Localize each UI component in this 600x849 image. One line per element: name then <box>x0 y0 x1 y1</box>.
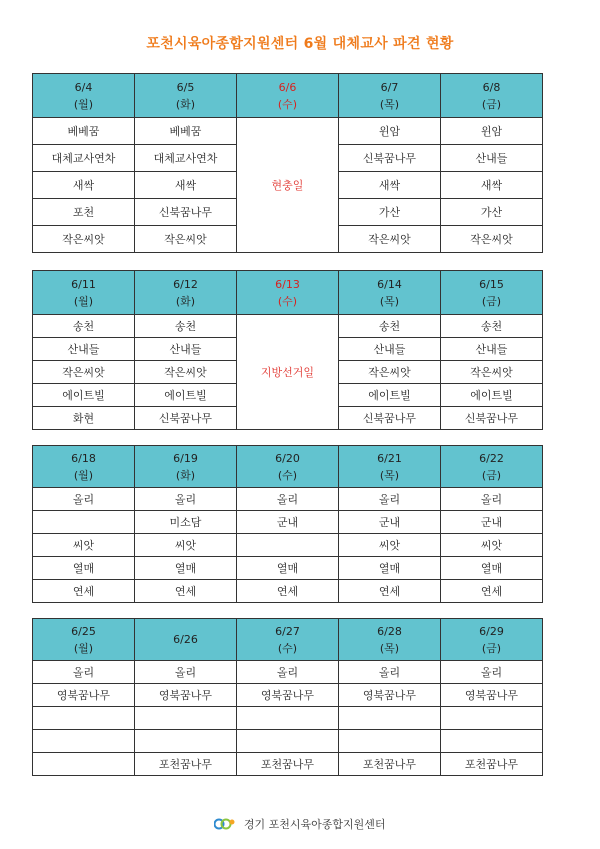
day-header <box>441 619 543 661</box>
assignment-cell <box>237 707 339 730</box>
assignment-cell: 가산 <box>339 199 441 226</box>
weekday-label: (화) <box>175 294 196 308</box>
assignment-cell: 연세 <box>135 580 237 603</box>
day-header <box>135 619 237 661</box>
assignment-cell: 화현 <box>33 407 135 430</box>
assignment-cell: 대체교사연차 <box>135 145 237 172</box>
date-label: 6/28 <box>377 624 402 638</box>
assignment-cell <box>339 730 441 753</box>
assignment-cell: 올리 <box>441 661 543 684</box>
weekday-label: (화) <box>175 97 196 111</box>
assignment-cell: 씨앗 <box>339 534 441 557</box>
week-table <box>32 618 543 776</box>
weekday-label: (목) <box>379 468 400 482</box>
assignment-cell: 올리 <box>339 661 441 684</box>
date-label: 6/21 <box>377 451 402 465</box>
assignment-cell: 포천꿈나무 <box>237 753 339 776</box>
table-row <box>33 684 543 707</box>
assignment-cell: 에이트빌 <box>33 384 135 407</box>
assignment-cell: 베베꿈 <box>33 118 135 145</box>
assignment-cell <box>339 707 441 730</box>
assignment-cell: 작은씨앗 <box>135 361 237 384</box>
assignment-cell: 군내 <box>339 511 441 534</box>
date-label: 6/11 <box>71 277 96 291</box>
assignment-cell: 산내들 <box>135 338 237 361</box>
assignment-cell: 올리 <box>441 488 543 511</box>
assignment-cell: 작은씨앗 <box>33 361 135 384</box>
assignment-cell: 에이트빌 <box>441 384 543 407</box>
assignment-cell: 신북꿈나무 <box>135 199 237 226</box>
assignment-cell <box>441 707 543 730</box>
assignment-cell: 대체교사연차 <box>33 145 135 172</box>
assignment-cell: 올리 <box>339 488 441 511</box>
date-label: 6/7 <box>380 80 399 94</box>
day-header <box>33 619 135 661</box>
table-row <box>33 730 543 753</box>
assignment-cell: 군내 <box>441 511 543 534</box>
weekday-label: (금) <box>481 294 502 308</box>
day-header <box>339 446 441 488</box>
assignment-cell: 올리 <box>33 661 135 684</box>
assignment-cell: 올리 <box>135 661 237 684</box>
assignment-cell: 새싹 <box>33 172 135 199</box>
table-row <box>33 580 543 603</box>
assignment-cell: 올리 <box>237 661 339 684</box>
center-logo-icon <box>214 817 236 831</box>
assignment-cell <box>237 534 339 557</box>
day-header <box>33 74 135 118</box>
table-row <box>33 511 543 534</box>
weekday-label: (월) <box>73 97 94 111</box>
week-table <box>32 445 543 603</box>
header-row <box>33 446 543 488</box>
assignment-cell: 씨앗 <box>441 534 543 557</box>
assignment-cell: 영북꿈나무 <box>339 684 441 707</box>
assignment-cell: 작은씨앗 <box>441 361 543 384</box>
assignment-cell: 신북꿈나무 <box>339 145 441 172</box>
assignment-cell: 에이트빌 <box>135 384 237 407</box>
day-header <box>339 271 441 315</box>
week-table <box>32 73 543 253</box>
assignment-cell: 신북꿈나무 <box>339 407 441 430</box>
assignment-cell <box>237 730 339 753</box>
date-label: 6/8 <box>482 80 501 94</box>
weekday-label: (수) <box>277 97 298 111</box>
footer <box>0 816 600 832</box>
table-row <box>33 661 543 684</box>
header-row <box>33 271 543 315</box>
table-row <box>33 118 543 145</box>
assignment-cell: 씨앗 <box>33 534 135 557</box>
day-header <box>237 271 339 315</box>
assignment-cell <box>441 730 543 753</box>
weekday-label: (월) <box>73 294 94 308</box>
day-header <box>441 271 543 315</box>
assignment-cell: 씨앗 <box>135 534 237 557</box>
assignment-cell <box>135 707 237 730</box>
assignment-cell: 윈암 <box>441 118 543 145</box>
table-row <box>33 753 543 776</box>
assignment-cell: 산내들 <box>339 338 441 361</box>
weekday-label: (목) <box>379 97 400 111</box>
assignment-cell: 포천 <box>33 199 135 226</box>
table-row <box>33 707 543 730</box>
page-title: 포천시육아종합지원센터 6월 대체교사 파견 현황 <box>146 36 454 52</box>
header-row <box>33 619 543 661</box>
day-header <box>237 446 339 488</box>
date-label: 6/25 <box>71 624 96 638</box>
table-row <box>33 488 543 511</box>
table-row <box>33 557 543 580</box>
weekday-label: (수) <box>277 294 298 308</box>
day-header <box>339 619 441 661</box>
weekday-label: (금) <box>481 468 502 482</box>
day-header <box>237 619 339 661</box>
weekday-label: (월) <box>73 468 94 482</box>
assignment-cell: 올리 <box>135 488 237 511</box>
date-label: 6/20 <box>275 451 300 465</box>
day-header <box>441 446 543 488</box>
assignment-cell: 연세 <box>339 580 441 603</box>
assignment-cell: 작은씨앗 <box>339 226 441 253</box>
assignment-cell: 영북꿈나무 <box>33 684 135 707</box>
assignment-cell <box>33 707 135 730</box>
assignment-cell: 작은씨앗 <box>33 226 135 253</box>
holiday-cell: 현충일 <box>237 118 339 253</box>
day-header <box>135 74 237 118</box>
table-row <box>33 315 543 338</box>
date-label: 6/13 <box>275 277 300 291</box>
assignment-cell: 열매 <box>339 557 441 580</box>
weekday-label: (목) <box>379 641 400 655</box>
assignment-cell: 열매 <box>441 557 543 580</box>
assignment-cell: 연세 <box>237 580 339 603</box>
holiday-cell: 지방선거일 <box>237 315 339 430</box>
day-header <box>339 74 441 118</box>
assignment-cell: 새싹 <box>441 172 543 199</box>
date-label: 6/6 <box>278 80 297 94</box>
assignment-cell: 신북꿈나무 <box>135 407 237 430</box>
assignment-cell: 작은씨앗 <box>339 361 441 384</box>
assignment-cell: 열매 <box>135 557 237 580</box>
assignment-cell <box>33 730 135 753</box>
weekday-label: (금) <box>481 97 502 111</box>
assignment-cell: 윈암 <box>339 118 441 145</box>
date-label: 6/19 <box>173 451 198 465</box>
weekday-label: (금) <box>481 641 502 655</box>
assignment-cell: 올리 <box>33 488 135 511</box>
day-header <box>33 446 135 488</box>
date-label: 6/14 <box>377 277 402 291</box>
assignment-cell: 연세 <box>33 580 135 603</box>
date-label: 6/29 <box>479 624 504 638</box>
assignment-cell: 올리 <box>237 488 339 511</box>
day-header <box>237 74 339 118</box>
footer-org-name: 경기 포천시육아종합지원센터 <box>243 818 386 831</box>
day-header <box>441 74 543 118</box>
assignment-cell: 작은씨앗 <box>135 226 237 253</box>
assignment-cell: 산내들 <box>441 338 543 361</box>
assignment-cell: 작은씨앗 <box>441 226 543 253</box>
assignment-cell: 산내들 <box>441 145 543 172</box>
date-label: 6/12 <box>173 277 198 291</box>
assignment-cell: 베베꿈 <box>135 118 237 145</box>
assignment-cell: 미소담 <box>135 511 237 534</box>
assignment-cell: 포천꿈나무 <box>339 753 441 776</box>
assignment-cell: 가산 <box>441 199 543 226</box>
assignment-cell: 열매 <box>237 557 339 580</box>
date-label: 6/18 <box>71 451 96 465</box>
assignment-cell: 송천 <box>135 315 237 338</box>
assignment-cell: 새싹 <box>339 172 441 199</box>
assignment-cell <box>135 730 237 753</box>
date-label: 6/5 <box>176 80 195 94</box>
assignment-cell: 송천 <box>441 315 543 338</box>
weekday-label: (목) <box>379 294 400 308</box>
assignment-cell: 연세 <box>441 580 543 603</box>
assignment-cell: 군내 <box>237 511 339 534</box>
assignment-cell: 영북꿈나무 <box>237 684 339 707</box>
assignment-cell: 열매 <box>33 557 135 580</box>
weekday-label: (수) <box>277 641 298 655</box>
day-header <box>33 271 135 315</box>
week-table <box>32 270 543 430</box>
assignment-cell <box>33 753 135 776</box>
date-label: 6/27 <box>275 624 300 638</box>
date-label: 6/4 <box>74 80 93 94</box>
weekday-label: (수) <box>277 468 298 482</box>
assignment-cell: 포천꿈나무 <box>135 753 237 776</box>
assignment-cell: 신북꿈나무 <box>441 407 543 430</box>
date-label: 6/22 <box>479 451 504 465</box>
assignment-cell: 새싹 <box>135 172 237 199</box>
assignment-cell: 산내들 <box>33 338 135 361</box>
header-row <box>33 74 543 118</box>
assignment-cell: 영북꿈나무 <box>135 684 237 707</box>
date-label: 6/15 <box>479 277 504 291</box>
weekday-label: (화) <box>175 468 196 482</box>
assignment-cell: 송천 <box>339 315 441 338</box>
assignment-cell: 영북꿈나무 <box>441 684 543 707</box>
assignment-cell: 포천꿈나무 <box>441 753 543 776</box>
assignment-cell: 에이트빌 <box>339 384 441 407</box>
assignment-cell: 송천 <box>33 315 135 338</box>
weekday-label: (월) <box>73 641 94 655</box>
day-header <box>135 446 237 488</box>
table-row <box>33 534 543 557</box>
day-header <box>135 271 237 315</box>
date-label: 6/26 <box>173 633 198 646</box>
assignment-cell <box>33 511 135 534</box>
